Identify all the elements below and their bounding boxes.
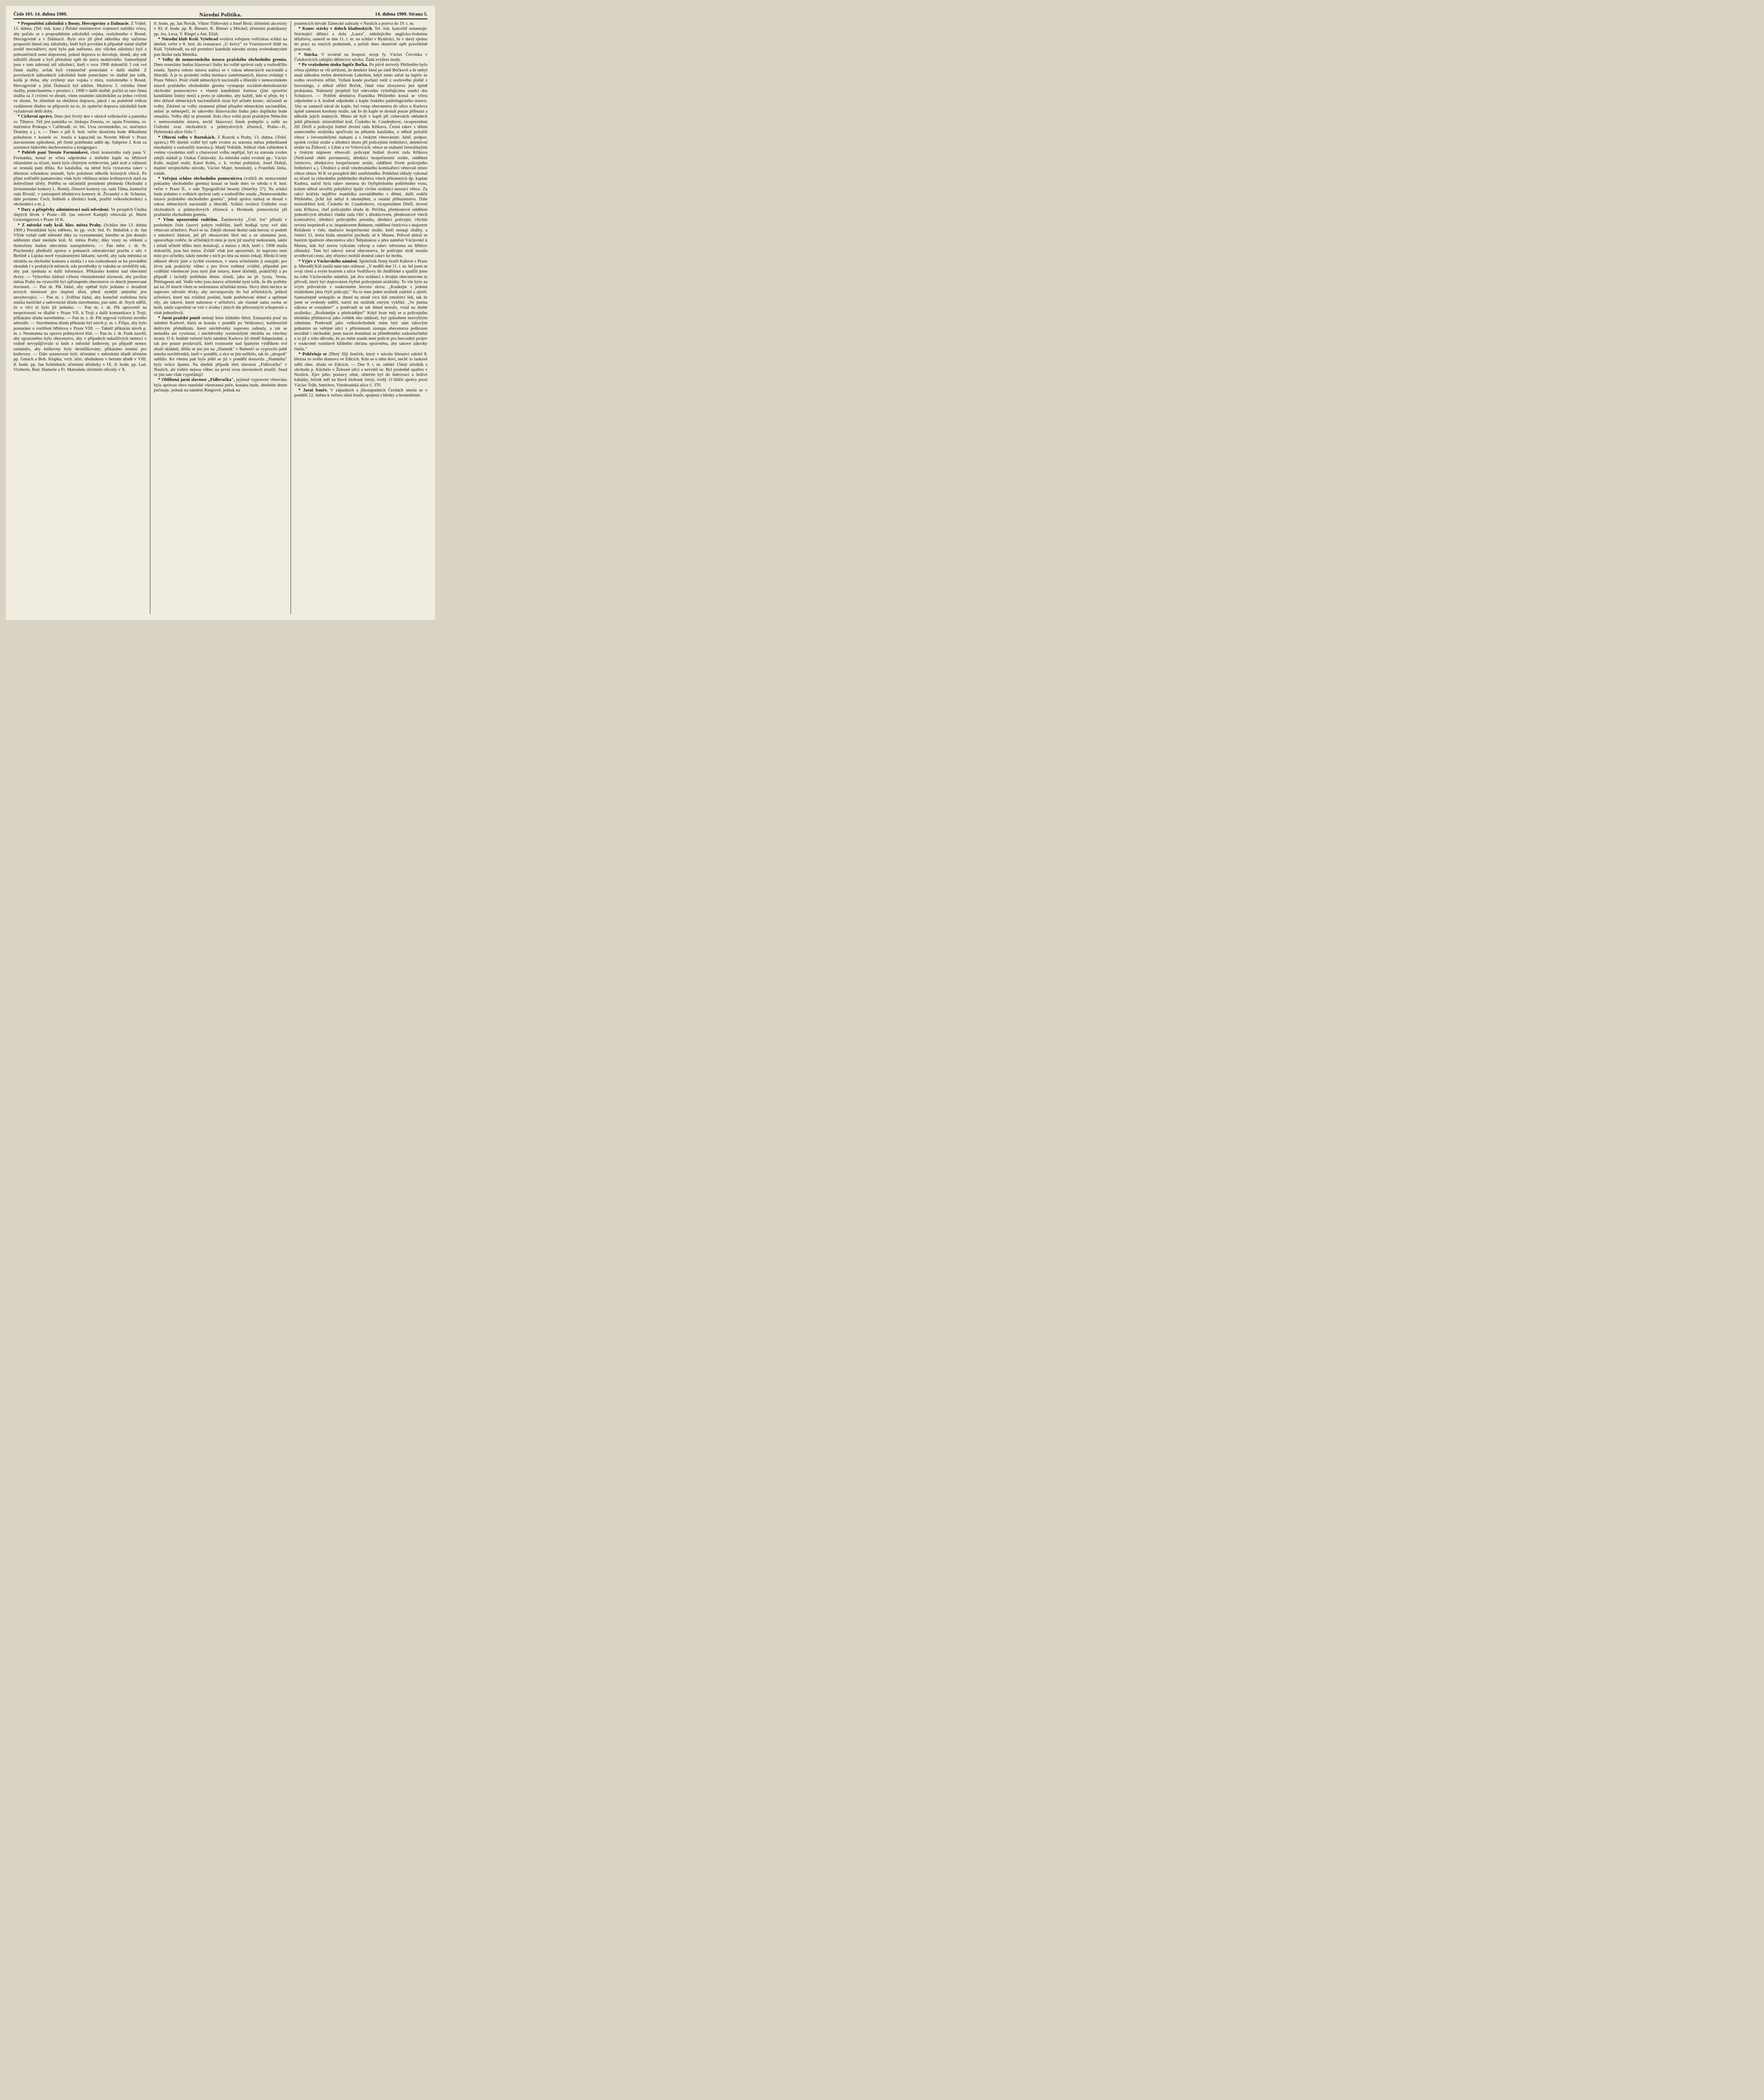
column-1 — [13, 21, 150, 614]
article-heading: * Pohřeb paní Terezie Formánkové, — [18, 150, 89, 155]
article-paragraph — [154, 176, 287, 218]
article-text: Dnes jest čtvrtý den v oktávě velkonoční a památka sv. Tiburce. Též jest památka sv. biskupa Zenona, sv. opata Frontána, sv. mučenice Prokopa v Cařihradě, sv. bls. Ursa ravennského, sv. mučenice Dominy a j. v. — Dnes o půl 6. hod. večer skončena bude 40hodinná pobožnost v kostele sv. Josefa u kapucínů na Novém Městě v Praze slavnostním způsobem, při čemž požehnání udělí dp. Subprior J. Kott za asistence řádového duchovenstva a kongregací. — [13, 114, 147, 150]
article-paragraph — [13, 223, 147, 373]
page-number: 14. dubna 1909. Strana 5. — [375, 12, 427, 17]
article-paragraph — [294, 26, 427, 52]
page-header — [13, 12, 427, 19]
article-paragraph — [154, 218, 287, 316]
article-heading: * Volby do nemocenského ústavu pražského obchodního gremia. — [158, 58, 287, 63]
article-text: tř. hodn. pp. Jan Novák, Viktor Tišňovský a Josef Brož; účetními akcesisty v XI. tř. hodn. pp. R. Bienert, K. Bittner a Möckel; účetními praktikanty pp. Jos. Lexa, V. Riegel a Ant. Eliáš. — [154, 21, 287, 37]
article-heading: * Všem upozornění rodičům. — [158, 218, 218, 223]
article-text: Po pitvě mrtvoly Pětiletého bylo včera zjištěno se vší určitostí, že detektiv klesl po ráně Bočkově a že nebyl snad náhodou trefen detektivem Lukešem, když tento začal na lupiče ze svého revolveru střílet. Vyňatá koule pochází totiž z ocelového pláště z browningu, z něhož střílel Boček, čímž vina zlosynova jest úplně prokázána. Nalezený projektil byl odevzdán vyšetřujícímu soudci dru Schulzovi. — Pohřeb detektiva Františka Pětiletého konal se včera odpoledne o 4. hodině odpolední z kaple českého pathologického ústavu. Aby se zamezil nával do kaple, byl vstup obecenstvu do ulice u Karlova úplně zamezen kordony stráže, tak že do kaple se dostali pouze příbuzní a několik jejích známých. Mimo ně byli v kapli při církevních obřadech ještě přítomni: místodržitel král. Českého hr. Coudenhove, vicepresident Jiří Dörfl a policejní ředitel dvorní rada Křikava. Černá rakev s tělem usmrceného strážníka spočívala na pěkném katafalku, u něhož položili věnce s červenobílými stuhami a s českým věnováním: Jubil. podpor. spolek civilní stráže a úředníci sboru při policejním ředitelství, detektivní stráže na Žižkově, v Libni a ve Vršovicích; věnce se stuhami černožlutými a českým nápisem věnovali: policejní ředitel dvorní rada Křikava (Nešťastně oběti povinnosti), úřednici bezpečnostní stráže, oddělení četnictvo, úřednictvo bezpečnostní stráže, oddělení čtvrté policejního ředitelství a j. Úředníci a stráž vinohradského komisařství věnovali místo věnce obnos 30 K ve prospěch dětí zastřeleného. Pohřební obřady vykonal za účasti tu ctihodného pohřebního družstva všech přítomných dp. kaplan Kudrna, načež byla rakev snesena do čtyřspřežného pohřebního vozu, kolem něhož utvořili pobyblivý špalír civilní strážníci nesoucí věnce. Za rakví kráčela nejdříve manželka zavražděného s dětmi, další rodiče Pětiletého, jichž žal nebyl k ukonejšení, a ostatní příbuzenstvo. Dále místodržitel král. Českého hr. Coudenhove, vicepresident Dörfl, dvorní rada Křikava, chef policejního úřadu dr. Pečírka, přednostové oddělení jednotlivých úředníci vládní rada Olič s úřednictvem, přednostové všech komisařství, úřednici policejního presidia, úřednici policejní, všichni revírní inspektoři a st. inspektorem Rehnem, oddělení četnictva s majorem Režákem v čele, mužstvo bezpečnostní stráže, kteří nemají služby, a četníci 11, která hrála smuteční pochody až k Museu. Průvod ubíral se hustým špalírem obecenstva ulicí Štěpánskou a přes náměstí Václavské k Museu, kde byl znovu vykonán výkrop a rakev odvezena na hřbitov olšanský. Tam byl takový nával obecenstva, že policejní stráž musila uvolňovati cestu, aby zřízenci mobili donésti rakev ke hrobu. — [294, 63, 427, 259]
article-heading: * Z městské rady král. hlav. města Prahy. — [18, 223, 102, 228]
article-text: nemají letos žádného štěstí. Emauzská pouť na náměstí Karlově, která se konala v pondělí po Velikonoci, každoročně deštivým přeháňkám, které návštěvníky naprosto zahnaly, a tak se nemohla ani vyvinout; i návštěvníky rozmrzelými obrátila na všechny strany. O 6. hodině večerní bylo náměstí Karlovo již téměř liduprázdné, a tak pro pouze prodavačů, kteří rozmrzele nad špatným výdělkem své zboží skládali, těšila se jen jen na „Slamník" v Bubenči se vypravilo ještě mnoho navštěvníků, kteří v pondělí, a sice se jim nelíbilo, tak že „alespoň" sněžilo. Ke všemu pak bylo ještě se již v pondělí dostavila „Slamníku" byla velice špatná. Na dnešek připadá třetí slavnost „Fidlovačka" v Nuslích, ale rodiče nejsou vůbec na první svou slavnostech ztratili. Snad se jim tato však vypořádají! — [154, 315, 287, 378]
column-2 — [150, 21, 290, 614]
article-text: pozemcích bývalé Zámecké zahrady v Nuslích a potrvá do 19. t. m. — [294, 21, 414, 26]
article-text: Ve prospěch Útulku slepých dívek v Praze—III. (na ostrově Kampě) věnovala pí. Marie Grassingerová v Praze 10 K. — [13, 207, 147, 223]
article-paragraph — [294, 388, 427, 399]
article-paragraph — [13, 150, 147, 207]
article-heading: * Konec stávky v dolech kladenských. — [298, 26, 373, 32]
article-text: Tel. tisk. kancelář oznamuje: Stávkující dělníci z dolu „Laura", náležejícího anglicko-českému těžařstvu, usnesli se dne 11. t. m. na schůzi v Rynholci, že v úterý sjedou do prací za starých podmínek, a počali dnes skutečně opět pravidelně pracovati. — [294, 26, 427, 52]
article-text: V západních a jihozápadních Čechách snesla se v pondělí 12. dubna k večeru silná bouře, spojená s blesky a hromobitím. — [294, 388, 427, 398]
newspaper-page — [6, 6, 435, 620]
article-columns — [13, 21, 427, 614]
masthead-title: Národní Politika. — [199, 12, 242, 18]
article-heading: * Výjev z Václavského náměstí. — [298, 259, 358, 264]
article-paragraph — [294, 52, 427, 63]
article-paragraph — [154, 378, 287, 393]
article-heading: * Dary a příspěvky administraci naší odvedené. — [18, 207, 110, 212]
column-3 — [291, 21, 427, 614]
article-heading: * Propouštění záložníků z Bosny, Hercegoviny a Dalmacie. — [18, 21, 130, 26]
article-heading: * Jarní bouře. — [298, 388, 328, 393]
article-text: Dnes rozeslány budou hlasovací lístky ku volbě správní rady a rozhodčího soudu. Správa tohoto ústavu nalézá se v rukou německých nacionálů a liberálů. A je to poslední velká instituce zaměstnaných, kterou ovládají v Praze Němci. Proti vládě německých nacionálů a liberálů v nemocenském ústavě pražského obchodního gremia vystupuje sociálně-demokratické obchodní pomocnictvo s vlastní kandidátní listinou (jiné opoziční kandidátní listiny není) a proto je záhodno, aby každý, kdo si přeje, by i této državě německých nacionálních stran byl učiněn konec, súčastnil se volby. Zdržení se volby znamená přímé přispění německým nacionálům, neboť je nebezpečí, že takového hlasovacího lístku jako duplikátu bude zneužito. Volby dějí se písemně. Kdo chce voliti proti pražským Němcům v nemocenském ústavu, nechť hlasovací lístek podepíše a zašle na Ústřední svaz obchodních a průmyslových zřízenců, Praha—II., Hybernská ulice číslo 7. — [154, 63, 287, 135]
article-paragraph — [13, 114, 147, 150]
article-heading: * Po vražedném útoku lupiče Bočka. — [298, 63, 368, 68]
article-paragraph — [294, 259, 427, 352]
article-heading: * Církevní zprávy. — [18, 114, 53, 119]
article-paragraph — [294, 21, 427, 26]
article-text: V továrně na hospod. stroje fy. Václav Červinka v Čelakovicích zahájilo dělnictvo stávku. Žádá zvýšení mzdy. — [294, 52, 427, 63]
article-heading: * Oblíbená jarní slavnost „Fidlovačka", — [158, 378, 235, 383]
article-text: Z Roztok u Prahy, 13. dubna. (Telef. zpráva.) Při dnešní volbě byl opět zvolen za starostu města jednohlasně mnohaletý a zasloužilý starosta p. Matěj Voštálík. Jelikož však vzhledem k svému vysokému stáří a churavosti volbu nepřijal, byl za starostu zvolen zdejší statkář p. Otakar Čáslavský. Za městské radní zvoleni pp.: Václav Kubr, majitel realit, Karel Kohn, c. k. vrchní poštmistr, Josef Dolejš, majitel strojnického závodu, Václav Majer, hostinský, a František Járka, rolník. — [154, 135, 287, 176]
article-text: choti komorního rady pana V. Formánka, konal se včera odpoledne z ústřední kaple na hřbitově olšanském za účasti, která byla zřejmým svědectvím, jaké úctě a vážnosti se zesnulá paní těšila. Ke katafalku, na němž byla vystavena rakev s tělesnou schránkou zesnulé, bylo položeno několik krásných věnců. Po přání zvěčnělé pamatováno však bylo většinou místo květinových darů na dobročinné účely. Pohřbu se súčastnili presidenti předseda Obchodní a živnostenské komory L. Bondy, členové komory cís. rada Tůma, komerční rada Rivnáč, v zastoupení úřednictva komory dr. Živanský a dr. Schuster, dále poslanec Čech, ředitelé a úředníci bank, pražští velkoobchodníci a obchodníci a m. j. — [13, 150, 147, 207]
article-heading: * Stávka. — [298, 52, 318, 57]
article-text: Žamberecký „Ústř. list" přináší v posledním čísle časový pokyn rodičům, kteří hodlají syny své dáti věnovati učitelství. Praví se tu: Zdejší okresní školní rada berouc si podnět z množství žádostí, jež při obsazování škol má a ze záznamu jsou, upozorňuje rodiče, že učitelských míst je nyní již značný nedostatek, takže i mladí učitelé těžko míst dostávají, a mnozí z těch, kteří r. 1908 studia dokončili, jsou bez místa. Zvlášť však jest upozorniti, že naprosto není míst pro učitelky, takže mnohé z nich po léta na místo čekají. Hledá-li tedy některé děvče jisté a rychlé existence, v stavu učitelském ji nenajde; pro život pak praktický vůbec a pro život rodinný zvláště, případně pro vzdělání všeobecné jsou nyní jiné ústavy, které účelněji, praktičtěji a po případě i laciněji potřebám těmto slouží, jako na př. lycea, Vesna, Pöttingeum atd. Vedle toho jsou ústavy učitelské nyní tolik, že dle potřeby asi na 20 letech všem se nedostanou učitelská místa. Slovy těmi nechce se naprosto odvrátit dívky, aby nevstupovaly do řad učitelských, jelikož učitelství, které má zvláštní poslání, bude potřebovati dobré a upřímné síly, ale takové, které naleznou v učitelství, ale vlastně sama osoba se hodí, takže zapotření se vzít v úvahu i jiných dle přirozených schopností a vloh jednotlivců. — [154, 218, 287, 315]
article-text: jejímuž vypravení věnována byla správou obce nuselské všestranná péče, konána bude, dnešním dnem počínaje, jednak na náměstí Riegrově, jednak na — [154, 378, 287, 393]
article-heading: * Jarní pražské poutě — [158, 315, 200, 320]
article-paragraph — [294, 63, 427, 259]
article-heading: * Pohřešuje se — [298, 352, 327, 357]
article-text: svolává veřejnou voličskou schůzi na dnešek večer o 8. hod. do restaurace „U kotvy" ve Vratislavově třídě na Král. Vyšehradě, na níž promluví kandidát národní strany svobodomyslné pan školní rada Metelka. — [154, 37, 287, 57]
article-text: (Schůze dne 13. dubna 1909.) Presidiálně bylo sděleno, že pp. vrch. řed. Fr. Hubáček a dr. Jan Vlček vzdali radě městské díky za vyznamenání, kterého se jim dostalo udělením zlaté medaile král. hl. města Prahy; díky vzaty na vědomí a tlumočeny budou obecnímu zastupitelstvu. — Pan měst. r. dr. St. Prachenský předložil zprávu o pokusech odstraňování prachu z ulic v Berlíně a Lipsku nově vynalezenými látkami; navrhl, aby rada městská se obrátila na obchodní komoru a mohla i s tou rozhodnouti se ku provádění zkoušek i v pražských městech, zda prostředky ty vakuku se osvědčily tak, aby pak zjednala si další informace. Přikázáno komisi nad obecními dvory. — Vyhověno žádosti výboru všestudentské slavnosti, aby pavilon města Prahy na výstavišti byl zpřístupněn obecenstvu ve dnech jmenované slavnosti. — Pan dr. Pik žádal, aby opětně bylo jednáno o dosažení nových místností pro dopisní úřad, jehož nynější umístění jest nevyhovující. — Pan m. r. Zvěřina žádal, aby konečně rozřešena byla otázka hasičské a sadovnické úřadu stavebnímu; pan nám. dr. Stych sdělil, že o věci té bylo již jednáno. — Pan m. r. dr. Pik upozornil na nesprávnosti ve dlažbě v Praze VII. k Troji a další komunikace k Troji; přikázáno úřadu stavebnímu. — Pan m. r. dr. Pik urgoval vyřízení nového adresáře. — Stavebnímu úřadu přikázán byl návrh p. m. r. Filipa, aby bylo postaráno o rozšíření hřbitova v Praze VIII. — Taktéž přikázán návrh p. m. r. Neumanna na opravu průmyslové tříd. — Pan m. r. dr. Funk navrhl, aby upozorněno bylo obecenstvo, aby v případech nakažlivých nemocí v rodině nevypůjčovalo si knih z městské knihovny, po případě nemoc oznámilo, aby knihovny byly desinfikovány; přikázáno komisi pro knihovny. — Dále ustanoveni byli: účetními v městském úřadě účetním pp. Gmach a Boh. Klapka; vrch. účet. úředníkem v berním úřadě v VIII. tř. hodn. pp. Jan Schönbach; účetními úředníky v IX. tř. hodn. pp. Lad. Vichterle, Rud. Hamerle a Fr. Matoušek; účetními oficiály v X. — [13, 223, 147, 372]
article-text: 29letý Jiljí Jeníček, který v návalu šílenství odešel 8. března ze svého domova ve Zdicích. Kdo se o něm doví, nechť to laskavě sdělí obec. úřadu ve Zdicích. — Dne 9. t. m. odešel 15letý učedník z obchodu p. Küchelo v Železné ulici a nevrátil se. Byl posledně spatřen v Nuslích. Zjev jeho: postavy silné, oblečen byl do šněrovací a šedivé kabátky, řečník měl na hlavě klobouk černý, tvrdý. O bližší zprávy prosí Václav Trůb, Smíchov, Vinohradská ulice č. 370. — [294, 352, 427, 388]
article-paragraph — [154, 316, 287, 378]
article-text: Společník firmy bratří Kášové v Praze p. Metoděj Káš zasílá nám tuto stížnost: „V neděli dne 11. t. m. šel jsem se svojí chotí a svým bratrem z ulice Vodičkovy do Jindřišské a spatřili jsme na rohu Václavského náměstí, jak dva strážníci s dvojím obecenstvem tu přívodí, který byl doprovázen čtyřmi policejními strážníky. To vše bylo za svým průvodcím v soukromém hovoru slova: „Koukejte s jedním strážníkem jdou čtyři policajti." Na to mne jeden strážník zadržel a zjistil. Samozřejmě seskupilo se ihned na místě více lidí zmožství lidí, tak že jsem se svobody udělil, načež mi strážník ostrým vykřikl: „Ve jménu zákona se rozejdete!" a poněvadž se tak ihned nestalo, volal na druhé strážníky: „Rozhánějte a předvádějte!" Když bratr můj se u policejního úředníka přihlásoval jako svědek této události, byl způsobem nezvyklým odmítnut. Poněvadž jako velkoobchodník mám býti sám takovým jednáním na veřejné ulici v přítomnosti zástupu obecenstva poškozen morálně i obchodně, jsem nucen domáhati se přiměřeného zadostiučinění a to již z toho důvodu, že po mém soudu není policie pro bezvadný projev v soukromé rozmluvě klidného občana oprávněna, aby takové zákroky činila." — [294, 259, 427, 352]
article-heading: * Národní klub Král. Vyšehrad — [158, 37, 218, 42]
article-paragraph — [13, 21, 147, 114]
article-paragraph — [154, 21, 287, 37]
article-paragraph — [294, 352, 427, 388]
article-paragraph — [13, 207, 147, 223]
article-heading: * Obecní volby v Roztokách. — [158, 135, 216, 140]
article-text: Z Vídně, 13. dubna. (Tel. tisk. kanc.) Říšské ministerstvo vojenství nařídilo včera, aby počalo se s propouštěním záložníků vojska, rozloženého v Bosně, Hercegovině a v Dalmacii. Bylo sice již před několika dny nařízeno propustiti ihned ony záložníky, kteří byli povoláni k případně nutné službě uvnitř mocnářství; nyní bylo pak nařízeno, aby všichni záložníci byli z pohraničních zemí dopraveni, pokud doprava to dovoluje, domů, aby zde odložili zbraně a byli přeloženi opět do stavu neaktivního. Samozřejmě jsou v tom zahrnuti též záložníci, kteří v roce 1908 dokončili 3 rok své činné služby, avšak byli výminečně ponecháni v další službě. Z povolaných náhradních záložníků bude ponecháno ve službě jen tolik, kolik je třeba, aby zvýšený stav vojska v míru, rozloženého v Bosně, Hercegovině a jižní Dalmacii byl udržen. Mužstvu 3. ročníku činné služby, ponechanému v prosinci r. 1908 v další službě, počítá se tato činná služba za 3 cvičení ve zbrani, všem ostatním záložníkům za jedno cvičení ve zbrani. Se zřetelem na obtížnou dopravu, jakož i na poměrně velkou vzdálenost dlužno se připraviti na to, že zpáteční doprava záložníků bude vyžadovati delší doby. — [13, 21, 147, 114]
article-paragraph — [154, 135, 287, 176]
article-paragraph — [154, 58, 287, 135]
issue-number: Číslo 103. 14. dubna 1909. — [13, 12, 68, 17]
article-text: (voličů do nemocenské pokladny obchodního gremia) konati se bude dnes ve středu o 8. hod. večer v Praze II., v sále Typografické besedy (Smečky 27). Na schůzi bude jednáno o volbách správní rady a rozhodčího soudu „Nemocenského ústavu pražského obchodního gremia", jehož správa nalezá se dosud v rukou německých nacionálů a liberálů. Schůzi svolává Ústřední svaz obchodních a průmyslových zřízenců a Hromada pomocnická při pražském obchodním gremiu. — [154, 176, 287, 217]
article-heading: * Veřejná schůze obchodního pomocnictva — [158, 176, 242, 181]
article-paragraph — [154, 37, 287, 58]
